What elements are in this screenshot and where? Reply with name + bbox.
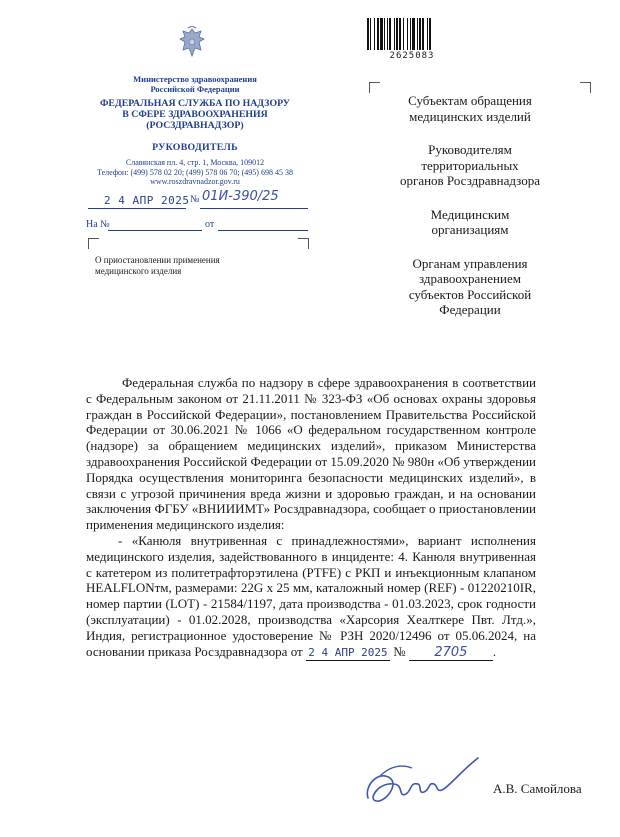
- service-line: ФЕДЕРАЛЬНАЯ СЛУЖБА ПО НАДЗОРУ: [100, 98, 290, 109]
- corner-mark: [298, 238, 309, 249]
- service-line: В СФЕРЕ ЗДРАВООХРАНЕНИЯ: [122, 109, 268, 120]
- coat-of-arms-icon: [177, 26, 207, 60]
- barcode-bar: [417, 18, 418, 50]
- addressee-line: органов Росздравнадзора: [399, 173, 541, 188]
- barcode-bar: [377, 18, 379, 50]
- order-date-field: [306, 644, 390, 662]
- addressee: [390, 256, 550, 318]
- subject-line: О приостановлении применения: [95, 255, 220, 265]
- barcode-bar: [410, 18, 411, 50]
- addressee-line: здравоохранением: [419, 271, 521, 286]
- barcode-bar: [387, 18, 388, 50]
- number-label: №: [190, 194, 200, 205]
- head-title: РУКОВОДИТЕЛЬ: [152, 142, 238, 153]
- barcode-bar: [384, 18, 385, 50]
- order-number: 2705: [434, 644, 468, 660]
- barcode-bar: [399, 18, 401, 50]
- addressee-line: Федерации: [439, 302, 501, 317]
- body-paragraph: Федеральная служба по надзору в сфере здравоохранения в соответствии с Федеральным законом от 21.11.2011 № 323-ФЗ «Об основах охраны здоровья граждан в Российской Федерации», постановлением Правительства Российской Федерации от 30.06.2021 № 1066 «О федеральном государственном контроле (надзоре) за обращением медицинских изделий», приказом Министерства здравоохранения Российской Федерации от 15.09.2020 № 980н «Об утверждении Порядка осуществления мониторинга безопасности медицинских изделий», в связи с угрозой причинения вреда жизни и здоровью граждан, и на основании заключения ФГБУ «ВНИИИМТ» Росздравнадзора, сообщает о приостановлении применения медицинского изделия:: [86, 375, 536, 533]
- signer-name: А.В. Самойлова: [493, 781, 582, 796]
- corner-mark: [580, 82, 591, 93]
- signature-mark: [360, 748, 500, 818]
- barcode-bar: [367, 18, 369, 50]
- addressee: [390, 93, 550, 124]
- addressee: [390, 207, 550, 238]
- incoming-number-label: На №: [86, 219, 110, 230]
- addressee-line: медицинских изделий: [409, 108, 531, 124]
- subject: [95, 255, 295, 276]
- barcode-bar: [412, 18, 415, 50]
- addressee-line: Органам управления: [412, 255, 528, 271]
- barcode-bar: [429, 18, 431, 50]
- barcode-bar: [422, 18, 424, 50]
- addressee-line: территориальных: [421, 157, 519, 173]
- barcode-bar: [394, 18, 395, 50]
- ministry-line: Российской Федерации: [150, 84, 240, 94]
- from-label: от: [205, 219, 215, 230]
- ministry-name: [100, 74, 290, 94]
- barcode-bar: [403, 18, 404, 50]
- service-line: (РОСЗДРАВНАДЗОР): [146, 120, 244, 131]
- contacts: [80, 158, 310, 187]
- barcode: [367, 18, 457, 50]
- subject-line: медицинского изделия: [95, 265, 182, 276]
- barcode-bar: [427, 18, 428, 50]
- order-number-field: [409, 644, 493, 662]
- letter-body: [86, 375, 536, 661]
- addressee-line: Медицинским: [430, 206, 510, 222]
- barcode-bar: [374, 18, 375, 50]
- item-ending: .: [492, 643, 497, 659]
- date-underline: [88, 208, 186, 209]
- addressee-line: организациям: [431, 222, 509, 237]
- addressee: [390, 142, 550, 189]
- from-underline: [218, 230, 308, 231]
- barcode-bar: [419, 18, 421, 50]
- barcode-bar: [370, 18, 371, 50]
- order-number-label: №: [393, 643, 406, 659]
- barcode-bar: [396, 18, 398, 50]
- addressee-line: Руководителям: [428, 142, 512, 157]
- addressee-line: субъектов Российской: [408, 286, 532, 302]
- corner-mark: [88, 238, 99, 249]
- item-text: - «Канюля внутривенная с принадлежностями», вариант исполнения медицинского изделия, задействованного в инциденте: 4. Канюля внутривенная с катетером из политетрафторэтилена (PTFE) с РКП и инъекционным клапаном HEALFLONтм, размерами: 22G x 25 мм, каталожный номер (REF) - 01220210IR, номер партии (LOT) - 21584/1197, дата производства - 01.03.2023, срок годности (эксплуатации) - 01.02.2028, производства «Харсория Хеалткере Пвт. Лтд.», Индия, регистрационное удостоверение № РЗН 2020/12496 от 05.06.2024, на основании приказа Росздравнадзора от: [86, 532, 536, 659]
- barcode-bar: [380, 18, 383, 50]
- barcode-number: 2625083: [389, 51, 435, 61]
- ministry-line: Министерство здравоохранения: [133, 74, 257, 84]
- phone-line: Телефон: (499) 578 02 20; (499) 578 06 70; (495) 698 45 38: [97, 167, 293, 177]
- addressee-line: Субъектам обращения: [408, 93, 532, 108]
- barcode-bar: [407, 18, 408, 50]
- website-line: www.roszdravnadzor.gov.ru: [150, 177, 240, 186]
- outgoing-number: 01И-390/25: [202, 189, 279, 204]
- address-line: Славянская пл. 4, стр. 1, Москва, 109012: [125, 158, 265, 167]
- number-underline: [200, 208, 308, 209]
- barcode-bar: [389, 18, 391, 50]
- service-name: [80, 98, 310, 131]
- corner-mark: [369, 82, 380, 93]
- order-date-stamp: 2 4 АПР 2025: [308, 645, 388, 659]
- device-item: [86, 533, 536, 661]
- date-stamp: 2 4 АПР 2025: [104, 194, 190, 207]
- addressees: [390, 93, 550, 336]
- incoming-number-underline: [108, 230, 202, 231]
